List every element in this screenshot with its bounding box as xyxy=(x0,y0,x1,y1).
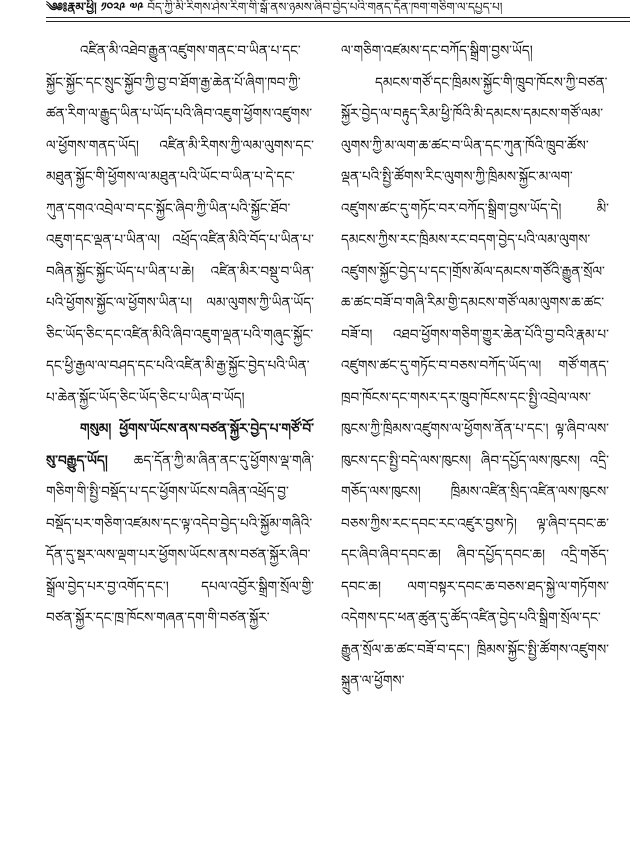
text-line: པར་གཅིག་འཛམས་དང་ལྟ་འདེབ་བྱེད་པའི་ xyxy=(74,515,261,532)
text-line: སྲིད་འཛིན་ལས་ཁུངས་བཅས་ཀྱིས་རང་དབང་ xyxy=(341,484,609,532)
header-rule-bottom xyxy=(46,21,630,22)
text-line: སྐྱོང་ལ་ཕྱོགས་ཡིན་པ། ལམ་ལུགས་ཀྱི་ཡིན་ xyxy=(96,295,294,311)
text-line: ལྡན་པའི་གཞུང་སྐྱོང་དང་ཕྱི་རྒྱལ་ལ་བཤད་དང་ xyxy=(46,326,314,374)
text-line: འགོད་དང་། དཔལ་འབྱོར་སྒྲིག་སྲོལ་གྱི་བཙན་ xyxy=(46,578,314,626)
text-line: ཁུངས། འདྲི་གཅོད་ལས་ཁུངས། ཁྲིམས་འཛིན་ xyxy=(341,452,609,500)
text-line: ལ་མཐུན་པའི་ཡོང་བ་ཡིན་པ་དེ་དང་ཀུན་དགའ་ xyxy=(46,169,295,217)
text-line: བོད་པ་ཡིན་པ་བཞིན་སྐྱོང་སྐྱོང་ཡོད་པ་ཡིན་པ་ xyxy=(46,232,314,280)
text-line: དབང་ཆ། ལག་བསྟར་དབང་ཆ་བཅས་ཐད་སྐྱེ་ xyxy=(341,578,558,595)
text-line: མི་རིགས་ཀྱི་ལམ་ལུགས་དང་མཐུན་སྐྱོང་གི་ཕྱོགས་ xyxy=(46,137,314,185)
text-line: དང་། ཁྲིམས་སྐྱོང་སྤྱི་ཚོགས་འཛུགས་སྐྲུན་ལ་ཕྱོགས་ xyxy=(341,641,609,689)
text-line: ཞིབ་དབང་ཆ། ཞིབ་དཔྱོད་དབང་ཆ། འདྲི་གཅོད་ xyxy=(379,547,609,563)
paragraph-continued xyxy=(341,36,609,68)
paragraph-intro xyxy=(46,36,314,414)
header-rule-top xyxy=(46,17,630,18)
text-line: ཆེ། འཛིན་མིར་བསྡུ་བ་ཡིན་པའི་ཕྱོགས་ xyxy=(46,263,314,311)
text-line: སྐྱོར་དང་ཁྲ་ཁོངས་གཞན་དག་གི་བཙན་སྐྱོར་ xyxy=(75,610,270,626)
text-line: ཕྱོགས་འཛུགས་ལ་ཕྱོགས་གནད་ཡོད། འཛིན་ xyxy=(46,106,313,154)
text-line: ལག་འཛུགས་ཚང་དུ་གཏོང་བར་བཀོད་སྒྲིག་བྱས་ xyxy=(341,169,573,217)
text-line: ཆད་དོན་ཀྱི་མ་ཞིན་ xyxy=(133,452,220,469)
section-heading: གསུམ། ཕྱོགས་ཡོངས་ནས་བཙན་སྐྱོར་བྱེད་པ་གཙོ་བོ་སུ་བརྒྱུད་ཡོད། xyxy=(46,421,314,469)
text-line: གྲོས་མོལ་དམངས་གཙོའི་རྒྱུན་སྲོལ་ཆ་ཚང་བཟོ་ xyxy=(341,263,605,311)
text-line: བྱེད་པའི་སྒྲིག་སྲོལ་དང་རྒྱུན་སྲོལ་ཆ་ཚང་བཟོ་བ་ xyxy=(341,610,601,658)
text-line: རང་འཛུར་བྱས་ཏེ། ལྟ་ཞིབ་དབང་ཆ་དང་ཞིབ་ xyxy=(341,515,609,563)
text-line: ཁོངས་ཀྱི་བཙན་སྐྱོར་བྱེད་ལ་བརྟུད་རིམ་ཕྱི་ xyxy=(341,74,608,122)
running-title: བོད་ཀྱི་མི་རིགས་ཤེས་རིག་གི་སྒོ་ནས་ཉམས་ཞིབ་བྱེད་པའི་གནད་དོན་ཁག་གཅིག་ལ་དཔྱད་པ། xyxy=(147,0,503,14)
text-line: དང་ཕྱོགས་ཡོངས་བཞིན་འཕྲོད་བྱ་བསྡོད་ xyxy=(46,484,289,532)
text-line: པའི་འཛིན་མི་རྒྱ་སྐྱོང་བྱེད་པའི་ཡིན་པ་ xyxy=(46,358,310,406)
text-line: ཡོད་དེ། མི་དམངས་ཀྱིས་རང་ཁྲིམས་རང་བདག་ xyxy=(341,200,609,248)
text-line: སྐྱོང་དང་སྲུང་སྐྱོབ་ཀྱི་བྱ་བ་ཐོག་རྒྱ་ཆེན་པོ་ཞིག་ xyxy=(65,74,268,91)
text-line: འཛུགས་ལ་ཕྱོགས་ནོན་པ་དང་། ལྟ་ཞིབ་ལས་ xyxy=(413,421,609,437)
text-line: འཛིན་མི་འཐེབ་རྒྱུན་འཛུགས་གནང་བ་ཡིན་པ་དང་སྐྱོང་ xyxy=(46,43,301,91)
text-line: བ་གཞི་རིམ་གྱི་དམངས་གཙོ་ལམ་ལུགས་ཆ་ཚང་ xyxy=(393,295,605,311)
paragraph-democracy xyxy=(341,68,609,698)
text-line: ནང་དུ་ཕྱོགས་ལྡ་གཞི་གཅིག་གི་སྤྱི་བསྡོད་པ་ xyxy=(46,452,314,500)
text-line: ཁུངས་དང་སྤྱི་བདེ་ལས་ཁུངས། ཞིབ་དཔྱོད་ལས་ xyxy=(341,452,551,469)
text-line: ཁབ་ཀྱི་ཚན་རིག་ལ་རྒྱུད་ཡིན་པ་ཡོད་པའི་ཞིབ་འཇུག་ xyxy=(46,74,301,122)
left-column xyxy=(46,36,314,635)
paragraph-section-three xyxy=(46,414,314,635)
text-line: ཡོད། xyxy=(223,389,245,406)
text-line: འཇུག་དང་ལྡན་པ་ཡིན་ལ། འཕྲོད་འཛིན་མིའི་ xyxy=(46,232,250,248)
text-line: འབྲེལ་བ་དང་སྐྱོང་ཞིབ་ཀྱི་ཡིན་པའི་སྐྱོང་ཐོབ་ xyxy=(95,200,290,217)
text-line: ཡོད་ལ། གཙོ་གནད་ཁྲབ་ཁོངས་དང་གསར་དར་ xyxy=(341,358,609,406)
text-line: ལྡན་པའི་སྤྱི་ཚོགས་རིང་ལུགས་ཀྱི་ཁྲིམས་སྐྱོང་མ་ xyxy=(341,169,551,185)
text-line: བྱེད་པའི་ལམ་ལུགས་འཛུགས་སྐྱོང་བྱེད་པ་དང་། xyxy=(341,232,591,280)
text-line: ཡོད་ཅིང་ཡོད་ཅིང་དང་འཛིན་མིའི་ཞིབ་འཇུག་ xyxy=(46,295,314,343)
text-line: དམངས་གཙོ་དང་ཁྲིམས་སྐྱོང་གི་ཁྲུབ་ xyxy=(375,74,537,91)
text-line: སྐྱོམ་གཞིའི་དོན་དུ་སྡར་ལས་ལྡག་པར་ཕྱོགས་ xyxy=(46,515,313,563)
text-line: ཆེན་སྐྱོང་ཡོད་ཅིང་ཡོད་ཅིང་པ་ཡིན་བ་ xyxy=(57,389,224,406)
running-header xyxy=(46,0,630,14)
text-line: བཟོ་བ། འཐབ་ཕྱོགས་གཅིག་གྱུར་ཆེན་པོའི་བྱ་ xyxy=(341,326,557,343)
right-column xyxy=(341,36,609,698)
text-line: ཁོའི་མི་དམངས་དམངས་གཙོ་ལམ་ལུགས་ཀྱི་ xyxy=(341,106,604,154)
text-line: མ་ལག་ཆ་ཚང་བ་ཡིན་དང་ཀུན་ཁོའི་ཁྲུབ་ཚོས་ xyxy=(384,137,589,154)
text-line: ལ་གཅིག་འཛམས་དང་བཀོད་སྒྲིག་བྱས་ཡོད། xyxy=(341,43,533,59)
text-line: ལ་གཏོགས་འདེགས་དང་ཕན་ཚུན་དུ་ཚོད་འཛིན་ xyxy=(341,578,609,626)
page-number-label: ༄༅༔རྣམ་ཕྱི། ༡༠༢༩ ༧༩ xyxy=(46,0,144,14)
text-line: ཡོངས་ནས་བཙན་སྐྱོར་ཞིབ་སྒྲོལ་བྱེད་པར་བྱ་ xyxy=(46,547,311,595)
text-line: ཁྲུབ་ཁོངས་དང་སྤྱི་འབྲེལ་ལས་ཁུངས་ཀྱི་ཁྲིམས་ xyxy=(341,389,591,437)
text-line: བའི་རྣམ་པ་འཛུགས་ཚང་དུ་གཏོང་བ་བཅས་བཀོད་ xyxy=(341,326,609,374)
